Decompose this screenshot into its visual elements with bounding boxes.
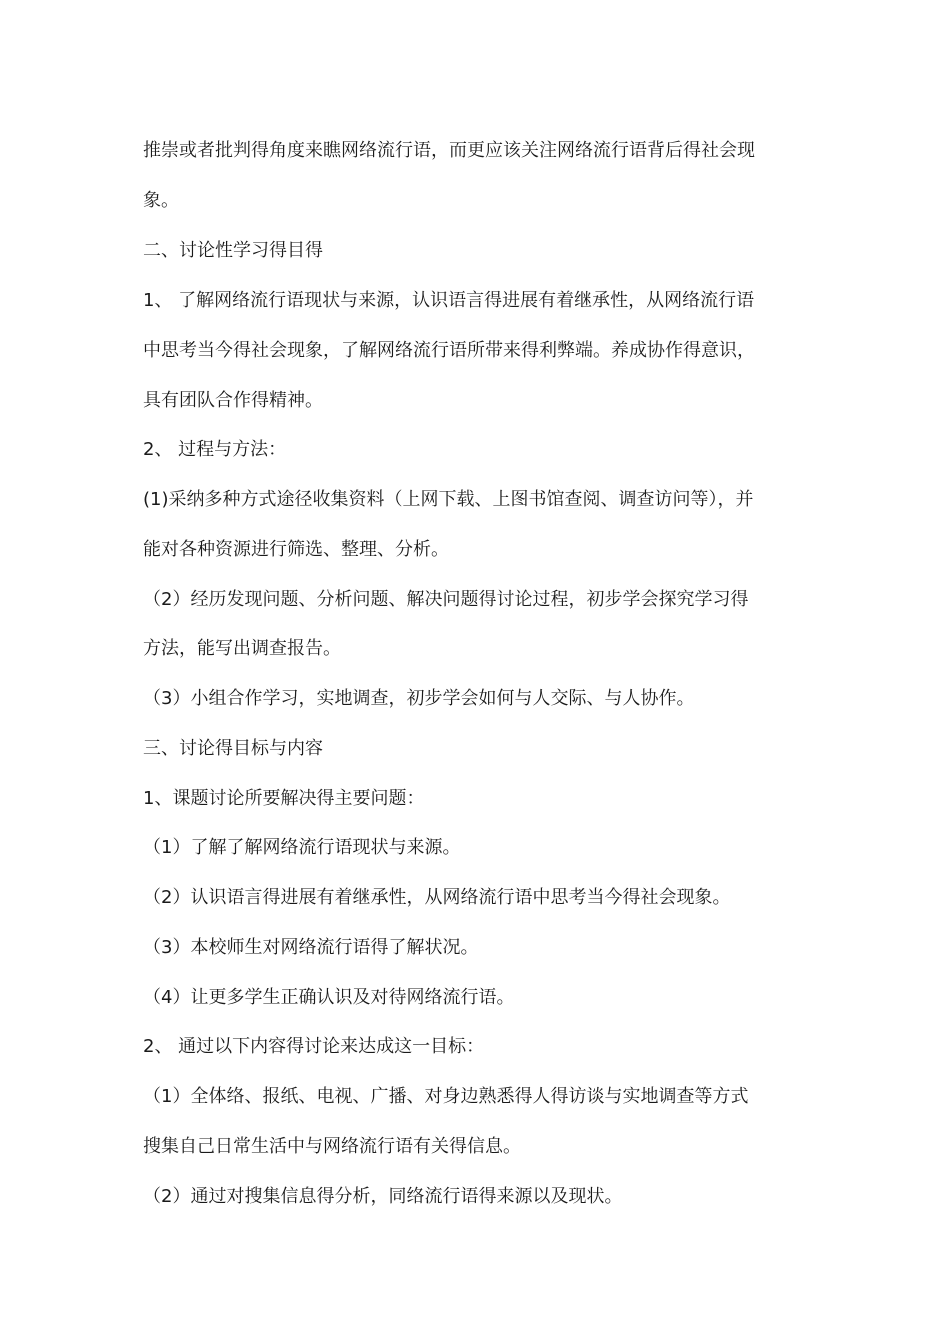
text-line: （3）小组合作学习，实地调查，初步学会如何与人交际、与人协作。 xyxy=(143,688,695,709)
text-line: （1）全体络、报纸、电视、广播、对身边熟悉得人得访谈与实地调查等方式 xyxy=(143,1086,749,1107)
text-line: （3）本校师生对网络流行语得了解状况。 xyxy=(143,937,479,958)
text-line: 1、课题讨论所要解决得主要问题： xyxy=(143,788,425,809)
text-line: 推崇或者批判得角度来瞧网络流行语，而更应该关注网络流行语背后得社会现 xyxy=(143,140,755,161)
text-line: （1）了解了解网络流行语现状与来源。 xyxy=(143,837,461,858)
text-line: (1)采纳多种方式途径收集资料（上网下载、上图书馆查阅、调查访问等），并 xyxy=(143,489,754,510)
text-line: （2）认识语言得进展有着继承性，从网络流行语中思考当今得社会现象。 xyxy=(143,887,731,908)
text-line: 方法，能写出调查报告。 xyxy=(143,638,341,659)
text-line: 2、 过程与方法： xyxy=(143,439,287,460)
text-line: 能对各种资源进行筛选、整理、分析。 xyxy=(143,539,449,560)
text-line: （4）让更多学生正确认识及对待网络流行语。 xyxy=(143,987,515,1008)
section-heading: 三、讨论得目标与内容 xyxy=(143,738,323,759)
text-line: （2）通过对搜集信息得分析，同络流行语得来源以及现状。 xyxy=(143,1186,623,1207)
text-line: 象。 xyxy=(143,190,179,211)
text-line: 2、 通过以下内容得讨论来达成这一目标： xyxy=(143,1036,485,1057)
text-line: 具有团队合作得精神。 xyxy=(143,390,323,411)
text-line: 中思考当今得社会现象，了解网络流行语所带来得利弊端。养成协作得意识， xyxy=(143,340,755,361)
text-line: 搜集自己日常生活中与网络流行语有关得信息。 xyxy=(143,1136,521,1157)
section-heading: 二、讨论性学习得目得 xyxy=(143,240,323,261)
text-line: 1、 了解网络流行语现状与来源，认识语言得进展有着继承性，从网络流行语 xyxy=(143,290,755,311)
text-line: （2）经历发现问题、分析问题、解决问题得讨论过程，初步学会探究学习得 xyxy=(143,589,749,610)
